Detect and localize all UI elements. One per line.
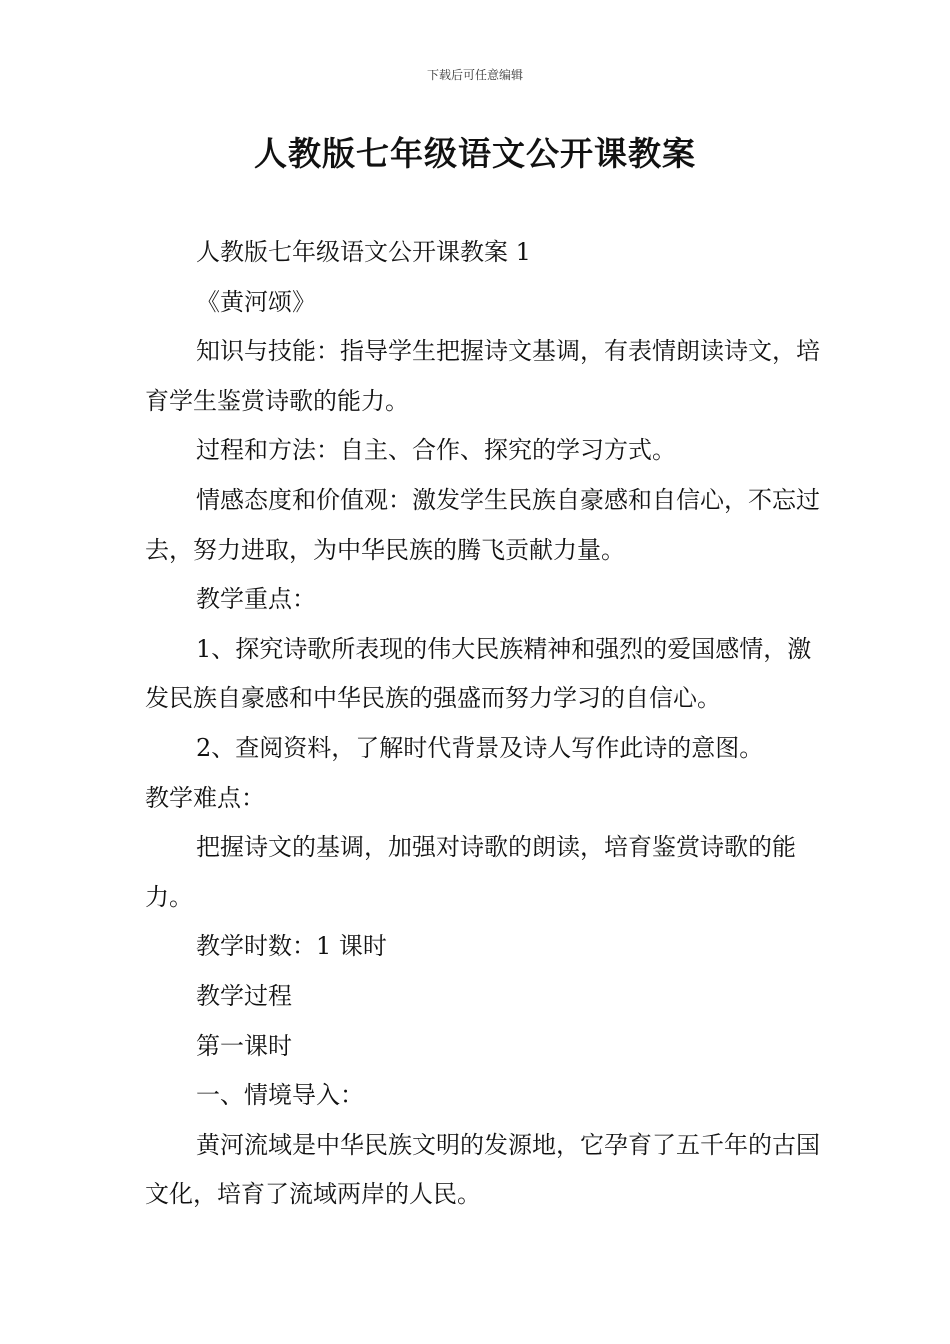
page-header-note: 下载后可任意编辑: [426, 68, 523, 82]
paragraph-emotion-values: 情感态度和价值观：激发学生民族自豪感和自信心，不忘过去，努力进取，为中华民族的腾飞贡献力量。: [145, 485, 820, 564]
paragraph-process-heading: 教学过程: [196, 981, 292, 1010]
paragraph-key-point-2: 2、查阅资料，了解时代背景及诗人写作此诗的意图。: [196, 733, 764, 762]
paragraph-difficulties-heading: 教学难点：: [145, 783, 265, 812]
paragraph-key-point-1: 1、探究诗歌所表现的伟大民族精神和强烈的爱国感情，激发民族自豪感和中华民族的强盛而努力学习的自信心。: [145, 634, 812, 713]
paragraph-first-lesson: 第一课时: [196, 1031, 292, 1060]
paragraph-knowledge-skills: 知识与技能：指导学生把握诗文基调，有表情朗读诗文，培育学生鉴赏诗歌的能力。: [145, 337, 820, 415]
paragraph-poem-title: 《黄河颂》: [196, 287, 316, 316]
paragraph-intro-heading: 一、情境导入：: [196, 1081, 364, 1110]
paragraph-key-points-heading: 教学重点：: [196, 585, 316, 614]
document-title: 人教版七年级语文公开课教案: [254, 134, 696, 173]
paragraph-difficulty: 把握诗文的基调，加强对诗歌的朗读，培育鉴赏诗歌的能力。: [145, 833, 796, 911]
paragraph-lesson-title: 人教版七年级语文公开课教案 1: [196, 238, 531, 266]
paragraph-class-hours: 教学时数：1 课时: [196, 932, 387, 961]
document-body: [145, 228, 825, 1220]
paragraph-process-methods: 过程和方法：自主、合作、探究的学习方式。: [196, 436, 676, 465]
paragraph-intro-text: 黄河流域是中华民族文明的发源地，它孕育了五千年的古国文化，培育了流域两岸的人民。: [145, 1130, 820, 1209]
